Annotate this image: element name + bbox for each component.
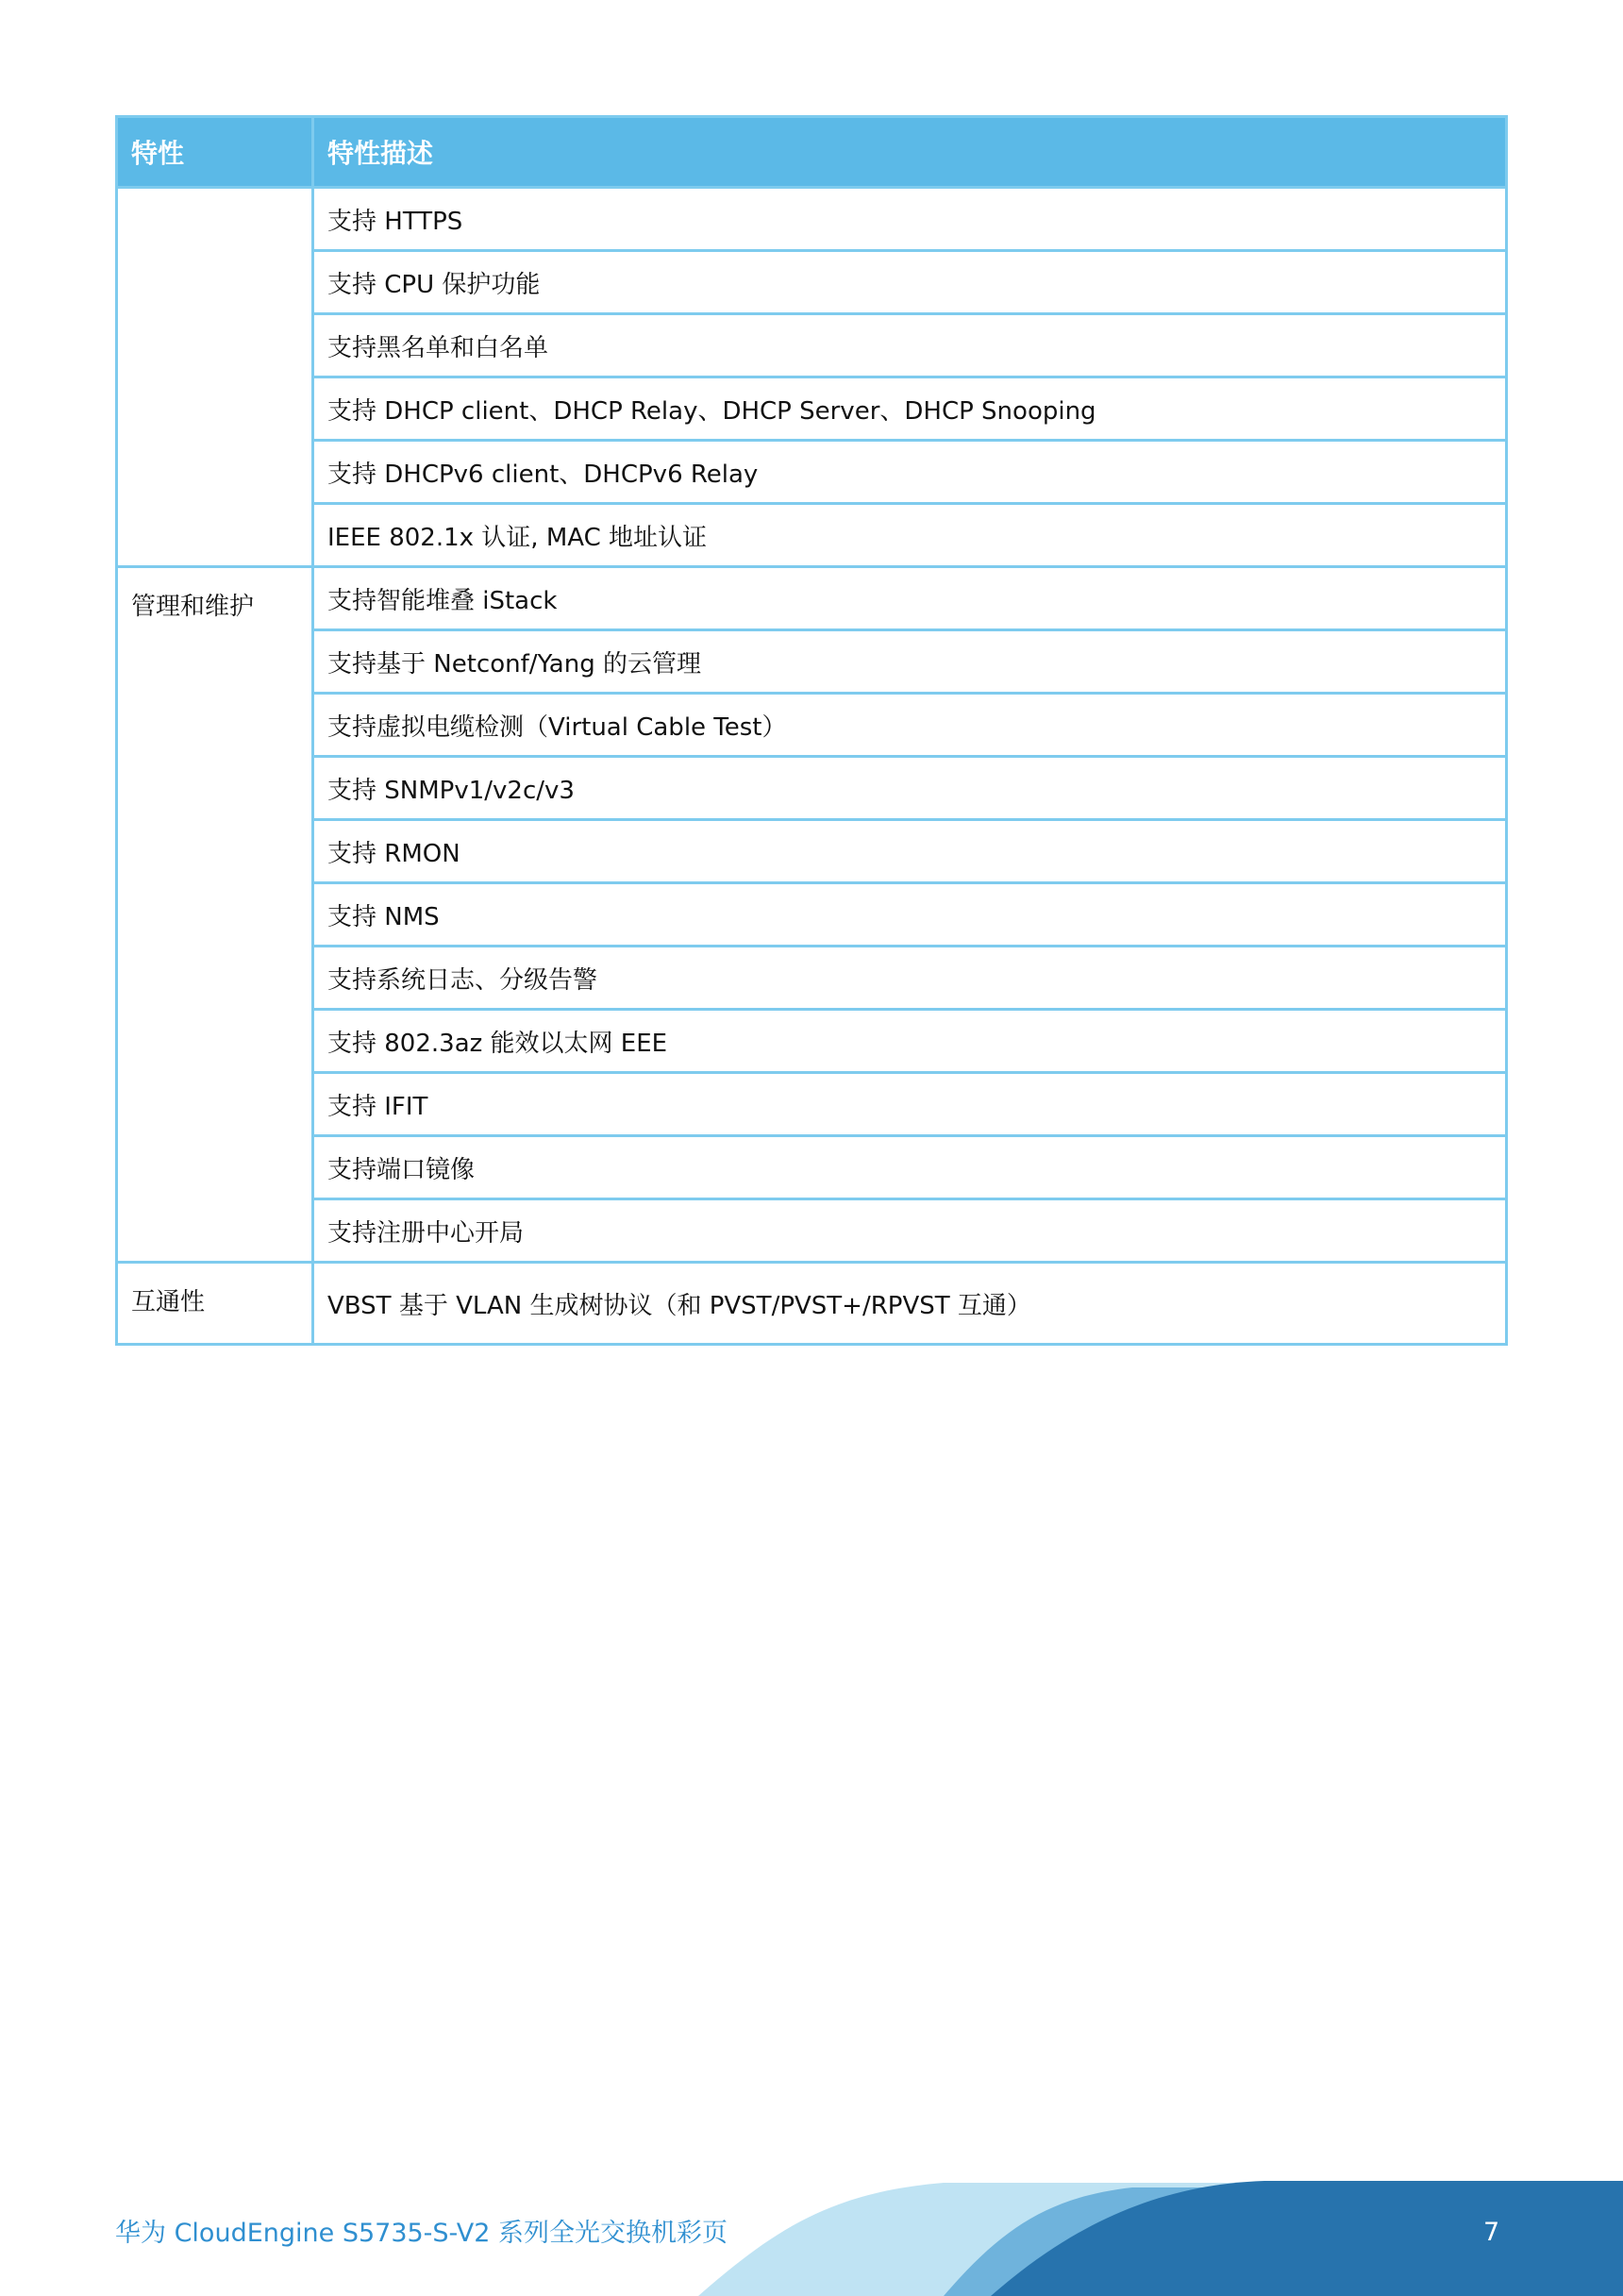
- table-row: [117, 567, 1507, 630]
- description-cell: 支持 DHCPv6 client、DHCPv6 Relay: [313, 441, 1507, 504]
- description-cell: 支持 NMS: [313, 883, 1507, 947]
- table-row: [117, 947, 1507, 1010]
- description-cell: 支持 DHCP client、DHCP Relay、DHCP Server、DHCP Snooping: [313, 377, 1507, 441]
- description-cell: VBST 基于 VLAN 生成树协议（和 PVST/PVST+/RPVST 互通）: [313, 1263, 1507, 1345]
- table-row: [117, 441, 1507, 504]
- table-row: [117, 883, 1507, 947]
- description-cell: 支持智能堆叠 iStack: [313, 567, 1507, 630]
- table-row: [117, 1010, 1507, 1073]
- table-row: [117, 377, 1507, 441]
- feature-cell: 互通性: [117, 1263, 313, 1345]
- description-cell: 支持注册中心开局: [313, 1199, 1507, 1263]
- description-cell: 支持 HTTPS: [313, 188, 1507, 251]
- table-row: [117, 188, 1507, 251]
- description-cell: 支持端口镜像: [313, 1136, 1507, 1199]
- table-body: [117, 188, 1507, 1345]
- footer-title: 华为 CloudEngine S5735-S-V2 系列全光交换机彩页: [115, 2219, 728, 2248]
- table-row: [117, 1263, 1507, 1345]
- description-cell: 支持 SNMPv1/v2c/v3: [313, 757, 1507, 820]
- table-row: [117, 694, 1507, 757]
- table-row: [117, 630, 1507, 694]
- description-cell: 支持 IFIT: [313, 1073, 1507, 1136]
- spec-table: [115, 115, 1508, 1346]
- table-row: [117, 504, 1507, 567]
- page-number: 7: [1483, 2218, 1500, 2247]
- description-cell: 支持黑名单和白名单: [313, 314, 1507, 377]
- table-row: [117, 314, 1507, 377]
- header-description: 特性描述: [313, 117, 1507, 188]
- description-cell: 支持基于 Netconf/Yang 的云管理: [313, 630, 1507, 694]
- description-cell: 支持 802.3az 能效以太网 EEE: [313, 1010, 1507, 1073]
- table-row: [117, 1199, 1507, 1263]
- table-header-row: [117, 117, 1507, 188]
- description-cell: 支持 CPU 保护功能: [313, 251, 1507, 314]
- table-row: [117, 251, 1507, 314]
- table-row: [117, 757, 1507, 820]
- header-feature: 特性: [117, 117, 313, 188]
- table-row: [117, 1073, 1507, 1136]
- feature-cell: [117, 188, 313, 567]
- table-row: [117, 820, 1507, 883]
- description-cell: 支持虚拟电缆检测（Virtual Cable Test）: [313, 694, 1507, 757]
- description-cell: IEEE 802.1x 认证, MAC 地址认证: [313, 504, 1507, 567]
- description-cell: 支持 RMON: [313, 820, 1507, 883]
- feature-cell: 管理和维护: [117, 567, 313, 1263]
- table-row: [117, 1136, 1507, 1199]
- description-cell: 支持系统日志、分级告警: [313, 947, 1507, 1010]
